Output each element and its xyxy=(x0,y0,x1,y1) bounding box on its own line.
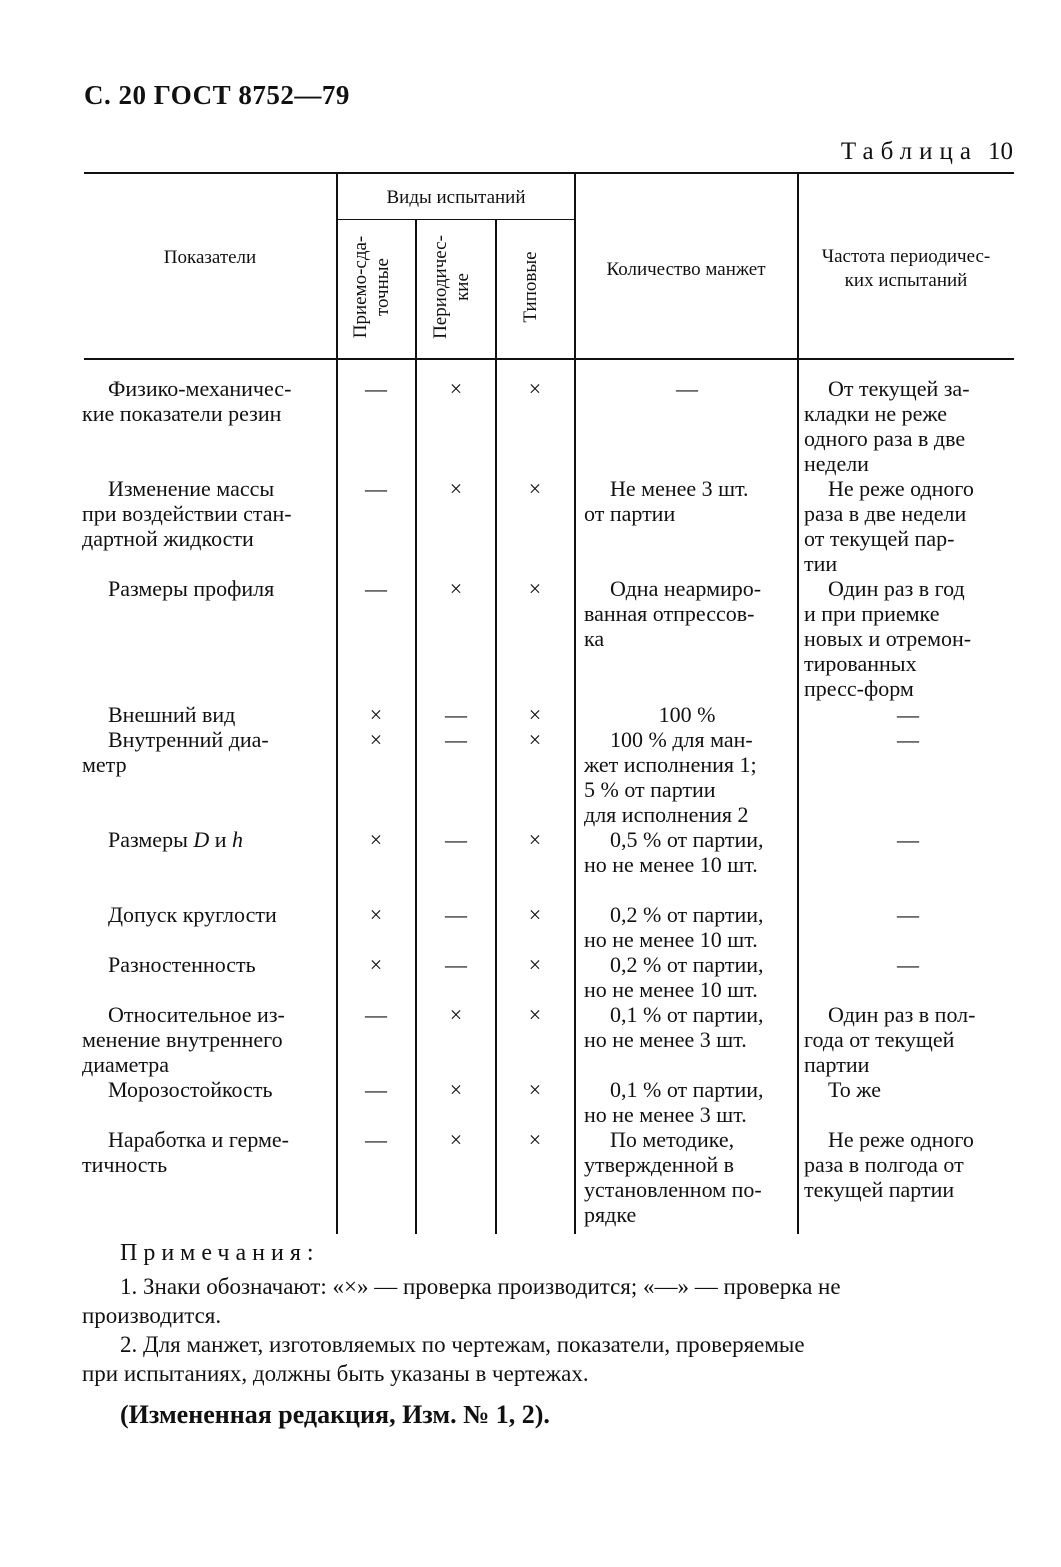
row-3-typical: × xyxy=(528,576,542,601)
row-11-typical: × xyxy=(528,1127,542,1152)
header-quantity: Количество манжет xyxy=(606,259,766,280)
row-7-quantity: 0,2 % от партии, но не менее 10 шт. xyxy=(584,902,764,952)
row-5-frequency: — xyxy=(897,727,919,752)
row-7-periodic: — xyxy=(445,902,467,927)
row-11-indicator: Наработка и герме- тичность xyxy=(82,1127,290,1177)
row-5-indicator: Внутренний диа- метр xyxy=(82,727,269,777)
row-8-indicator: Разностенность xyxy=(108,952,256,977)
row-7-typical: × xyxy=(528,902,542,927)
note-2-line-2: при испытаниях, должны быть указаны в чертежах. xyxy=(82,1361,589,1386)
table-caption xyxy=(841,138,1013,166)
row-1-quantity: — xyxy=(676,376,698,401)
row-6-indicator xyxy=(82,827,332,852)
col-divider-3 xyxy=(495,220,497,1234)
row-1-acceptance: — xyxy=(365,376,387,401)
test-types-divider xyxy=(337,219,574,220)
row-4-periodic: — xyxy=(445,702,467,727)
amendment-note: (Измененная редакция, Изм. № 1, 2). xyxy=(120,1400,550,1429)
row-9-acceptance: — xyxy=(365,1002,387,1027)
row-2-acceptance: — xyxy=(365,476,387,501)
row-6-quantity: 0,5 % от партии, но не менее 10 шт. xyxy=(584,827,764,877)
row-9-quantity: 0,1 % от партии, но не менее 3 шт. xyxy=(584,1002,764,1052)
row-2-frequency: Не реже одного раза в две недели от текущей пар- тии xyxy=(804,476,974,576)
header-test-types: Виды испытаний xyxy=(386,187,526,208)
row-5-typical: × xyxy=(528,727,542,752)
row-7-indicator: Допуск круглости xyxy=(108,902,277,927)
header-typical: Типовые xyxy=(520,251,541,323)
header-periodic: Периодичес- кие xyxy=(430,235,473,339)
row-10-typical: × xyxy=(528,1077,542,1102)
note-1-line-2: производится. xyxy=(82,1303,222,1328)
row-4-quantity: 100 % xyxy=(658,702,716,727)
row-11-periodic: × xyxy=(449,1127,463,1152)
row-5-acceptance: × xyxy=(369,727,383,752)
row-3-quantity: Одна неармиро- ванная отпрессов- ка xyxy=(584,576,762,651)
row-10-quantity: 0,1 % от партии, но не менее 3 шт. xyxy=(584,1077,764,1127)
row-8-acceptance: × xyxy=(369,952,383,977)
row-8-quantity: 0,2 % от партии, но не менее 10 шт. xyxy=(584,952,764,1002)
header-frequency: Частота периодичес- ких испытаний xyxy=(821,246,991,291)
row-10-periodic: × xyxy=(449,1077,463,1102)
row-7-frequency: — xyxy=(897,902,919,927)
note-2-line-1: 2. Для манжет, изготовляемых по чертежам, показатели, проверяемые xyxy=(120,1332,805,1357)
row-9-typical: × xyxy=(528,1002,542,1027)
row-3-periodic: × xyxy=(449,576,463,601)
col-divider-4 xyxy=(574,172,576,1234)
row-5-quantity: 100 % для ман- жет исполнения 1; 5 % от партии для исполнения 2 xyxy=(584,727,757,827)
row-4-frequency: — xyxy=(897,702,919,727)
row-5-periodic: — xyxy=(445,727,467,752)
table-top-rule xyxy=(84,172,1014,174)
row-6-acceptance: × xyxy=(369,827,383,852)
row-8-frequency: — xyxy=(897,952,919,977)
row-3-frequency: Один раз в год и при приемке новых и отремон- тированных пресс-форм xyxy=(804,576,972,701)
row-9-periodic: × xyxy=(449,1002,463,1027)
table-caption-number: 10 xyxy=(988,138,1013,165)
row-1-frequency: От текущей за- кладки не реже одного раза в две недели xyxy=(804,376,970,476)
row-6-indicator-prefix: Размеры xyxy=(108,827,194,852)
row-10-indicator: Морозостойкость xyxy=(108,1077,273,1102)
header-acceptance: Приемо-сда- точные xyxy=(350,235,393,339)
row-2-typical: × xyxy=(528,476,542,501)
row-2-indicator: Изменение массы при воздействии стан- дартной жидкости xyxy=(82,476,292,551)
header-bottom-rule xyxy=(84,358,1014,360)
row-9-indicator: Относительное из- менение внутреннего диаметра xyxy=(82,1002,285,1077)
row-4-typical: × xyxy=(528,702,542,727)
table-caption-label: Таблица xyxy=(840,138,978,165)
row-6-indicator-h: h xyxy=(232,827,244,852)
row-2-quantity: Не менее 3 шт. от партии xyxy=(584,476,749,526)
row-4-acceptance: × xyxy=(369,702,383,727)
row-1-typical: × xyxy=(528,376,542,401)
row-6-indicator-mid: и xyxy=(209,827,233,852)
row-8-periodic: — xyxy=(445,952,467,977)
row-11-acceptance: — xyxy=(365,1127,387,1152)
row-10-acceptance: — xyxy=(365,1077,387,1102)
row-11-frequency: Не реже одного раза в полгода от текущей партии xyxy=(804,1127,974,1202)
row-1-periodic: × xyxy=(449,376,463,401)
col-divider-2 xyxy=(415,220,417,1234)
row-6-periodic: — xyxy=(445,827,467,852)
row-9-frequency: Один раз в пол- года от текущей партии xyxy=(804,1002,976,1077)
row-4-indicator: Внешний вид xyxy=(108,702,236,727)
row-2-periodic: × xyxy=(449,476,463,501)
notes-body xyxy=(82,1272,1012,1388)
row-10-frequency: То же xyxy=(828,1077,881,1102)
row-8-typical: × xyxy=(528,952,542,977)
row-6-frequency: — xyxy=(897,827,919,852)
col-divider-5 xyxy=(797,172,799,1234)
row-6-indicator-d: D xyxy=(193,827,210,852)
row-1-indicator: Физико-механичес- кие показатели резин xyxy=(82,376,292,426)
row-6-typical: × xyxy=(528,827,542,852)
header-indicators: Показатели xyxy=(163,247,257,268)
row-3-indicator: Размеры профиля xyxy=(108,576,275,601)
row-7-acceptance: × xyxy=(369,902,383,927)
page-header: С. 20 ГОСТ 8752—79 xyxy=(84,80,350,110)
col-divider-1 xyxy=(336,172,338,1234)
note-1-line-1: 1. Знаки обозначают: «×» — проверка производится; «—» — проверка не xyxy=(120,1274,841,1299)
notes-title: Примечания: xyxy=(120,1240,320,1266)
row-3-acceptance: — xyxy=(365,576,387,601)
row-11-quantity: По методике, утвержденной в установленном по- рядке xyxy=(584,1127,762,1227)
